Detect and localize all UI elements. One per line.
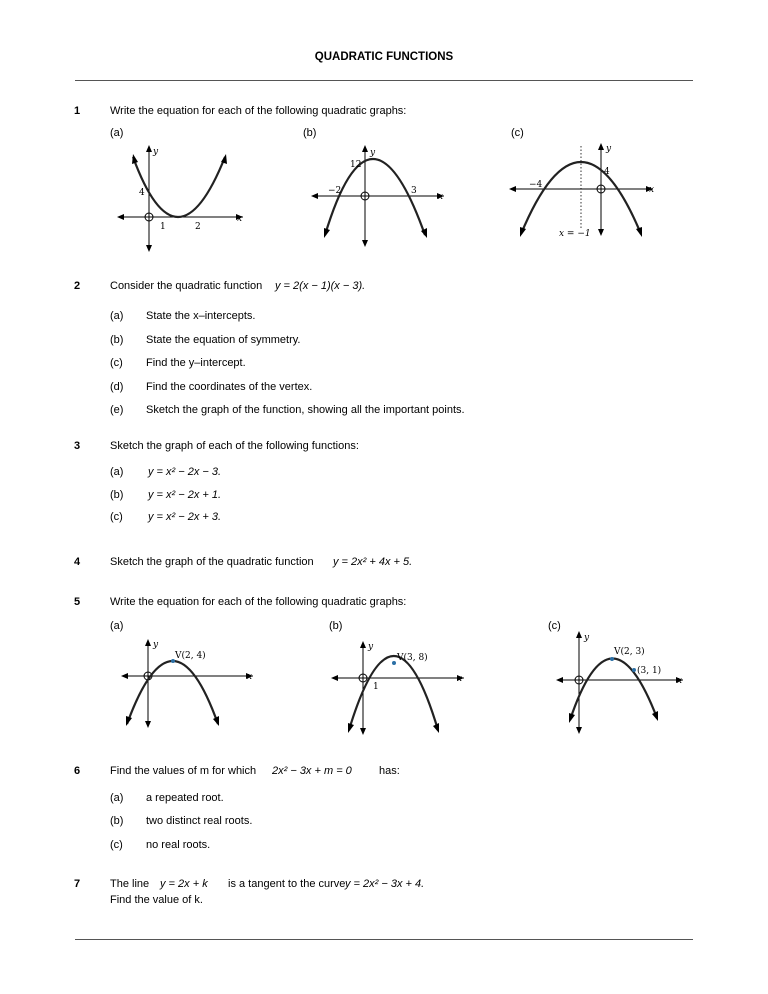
part-label: (c)	[110, 357, 123, 369]
x-axis-arrow	[121, 673, 128, 679]
curve-arrow	[126, 716, 132, 726]
part-label: (c)	[511, 127, 524, 139]
y-axis-label: y	[153, 147, 159, 157]
question-text: is a tangent to the curve	[228, 878, 346, 890]
curve-arrow	[132, 154, 138, 164]
question-text: The line	[110, 878, 150, 890]
y-intercept-label: 4	[139, 188, 145, 198]
x-axis-arrow	[509, 186, 516, 192]
part-label: (a)	[110, 792, 124, 804]
part-text: Find the y–intercept.	[146, 357, 246, 369]
y-axis-arrow	[145, 721, 151, 728]
part-text: Sketch the graph of the function, showing all the important points.	[146, 404, 465, 416]
y-axis-label: y	[368, 642, 374, 652]
question-number: 4	[74, 556, 81, 568]
part-label: (c)	[110, 839, 123, 851]
part-label: (d)	[110, 381, 124, 393]
parabola-curve	[325, 159, 425, 235]
part-label: (b)	[110, 334, 124, 346]
formula: 2x² − 3x + m = 0	[272, 765, 352, 777]
question-text: has:	[379, 765, 400, 777]
graph-5a	[120, 636, 260, 731]
part-text: a repeated root.	[146, 792, 224, 804]
question-text: Write the equation for each of the following quadratic graphs:	[110, 105, 407, 117]
parabola-curve	[349, 656, 438, 730]
x-intercept-label: 3	[411, 186, 417, 196]
y-axis-arrow	[360, 728, 366, 735]
x-axis-label: x	[457, 674, 463, 684]
curve-arrow	[520, 227, 526, 237]
question-text: Consider the quadratic function	[110, 280, 263, 292]
curve-arrow	[213, 716, 219, 726]
question-text: Find the values of m for which	[110, 765, 257, 777]
point-label: (3, 1)	[637, 666, 662, 676]
parabola-curve	[133, 157, 225, 217]
part-label: (a)	[110, 620, 124, 632]
top-divider	[75, 80, 693, 81]
x-axis-arrow	[331, 675, 338, 681]
vertex-label: V(2, 3)	[614, 647, 645, 657]
part-label: (a)	[110, 310, 124, 322]
question-text: Write the equation for each of the following quadratic graphs:	[110, 596, 407, 608]
y-axis-label: y	[606, 144, 612, 154]
page-title: QUADRATIC FUNCTIONS	[314, 51, 454, 63]
part-text: no real roots.	[146, 839, 211, 851]
question-text: Find the value of k.	[110, 894, 203, 906]
part-text: two distinct real roots.	[146, 815, 253, 827]
part-text: State the equation of symmetry.	[146, 334, 301, 346]
formula: y = x² − 2x − 3.	[148, 466, 222, 478]
part-text: State the x–intercepts.	[146, 310, 256, 322]
symmetry-label: x = −1	[559, 229, 591, 239]
y-axis-arrow	[576, 727, 582, 734]
parabola-curve	[127, 661, 218, 724]
y-axis-label: y	[370, 148, 376, 158]
question-number: 5	[74, 596, 81, 608]
x-axis-label: x	[247, 672, 253, 682]
graph-1c	[508, 140, 658, 240]
part-label: (b)	[303, 127, 317, 139]
y-intercept-label: 4	[604, 167, 610, 177]
curve-arrow	[569, 713, 575, 723]
graph-1a	[115, 140, 250, 255]
x-axis-arrow	[117, 214, 124, 220]
part-label: (c)	[110, 511, 123, 523]
x-intercept-label: 2	[195, 222, 201, 232]
formula: y = 2x² − 3x + 4.	[345, 878, 425, 890]
vertex-label: V(3, 8)	[397, 653, 428, 663]
question-number: 3	[74, 440, 81, 452]
part-label: (b)	[110, 489, 124, 501]
x-intercept-label: 1	[160, 222, 166, 232]
vertex-point	[610, 657, 614, 661]
x-intercept-label: −4	[529, 180, 543, 190]
y-axis-arrow	[146, 145, 152, 152]
formula: y = x² − 2x + 1.	[148, 489, 222, 501]
part-label: (a)	[110, 127, 124, 139]
y-axis-arrow	[576, 631, 582, 638]
y-axis-arrow	[360, 641, 366, 648]
formula: y = 2x + k	[160, 878, 208, 890]
question-text: Sketch the graph of each of the following functions:	[110, 440, 359, 452]
formula: y = x² − 2x + 3.	[148, 511, 222, 523]
y-axis-arrow	[146, 245, 152, 252]
graph-5b	[330, 638, 470, 738]
graph-1b	[310, 142, 450, 252]
curve-arrow	[324, 228, 330, 238]
x-axis-label: x	[649, 185, 655, 195]
curve-arrow	[636, 227, 642, 237]
x-intercept-label: −2	[328, 186, 342, 196]
question-text: Sketch the graph of the quadratic function	[110, 556, 314, 568]
y-axis-label: y	[153, 640, 159, 650]
curve-arrow	[433, 723, 439, 733]
part-label: (b)	[110, 815, 124, 827]
question-number: 6	[74, 765, 81, 777]
y-axis-label: y	[584, 633, 590, 643]
formula: y = 2x² + 4x + 5.	[333, 556, 413, 568]
x-axis-arrow	[556, 677, 563, 683]
curve-arrow	[652, 711, 658, 721]
given-point	[632, 668, 636, 672]
part-label: (c)	[548, 620, 561, 632]
part-label: (b)	[329, 620, 343, 632]
y-intercept-label: 12	[350, 160, 362, 170]
question-number: 2	[74, 280, 81, 292]
question-number: 1	[74, 105, 81, 117]
x-axis-label: x	[677, 676, 683, 686]
y-axis-arrow	[362, 145, 368, 152]
y-axis-arrow	[598, 229, 604, 236]
y-intercept-label: 1	[373, 682, 379, 692]
question-number: 7	[74, 878, 81, 890]
x-axis-label: x	[438, 192, 444, 202]
vertex-label: V(2, 4)	[175, 651, 206, 661]
part-text: Find the coordinates of the vertex.	[146, 381, 313, 393]
graph-5c	[555, 628, 690, 738]
x-axis-arrow	[311, 193, 318, 199]
part-label: (e)	[110, 404, 124, 416]
part-label: (a)	[110, 466, 124, 478]
y-axis-arrow	[598, 143, 604, 150]
curve-arrow	[348, 723, 354, 733]
formula: y = 2(x − 1)(x − 3).	[275, 280, 366, 292]
x-axis-label: x	[237, 214, 243, 224]
y-axis-arrow	[362, 240, 368, 247]
bottom-divider	[75, 939, 693, 940]
vertex-point	[392, 661, 396, 665]
y-axis-arrow	[145, 639, 151, 646]
